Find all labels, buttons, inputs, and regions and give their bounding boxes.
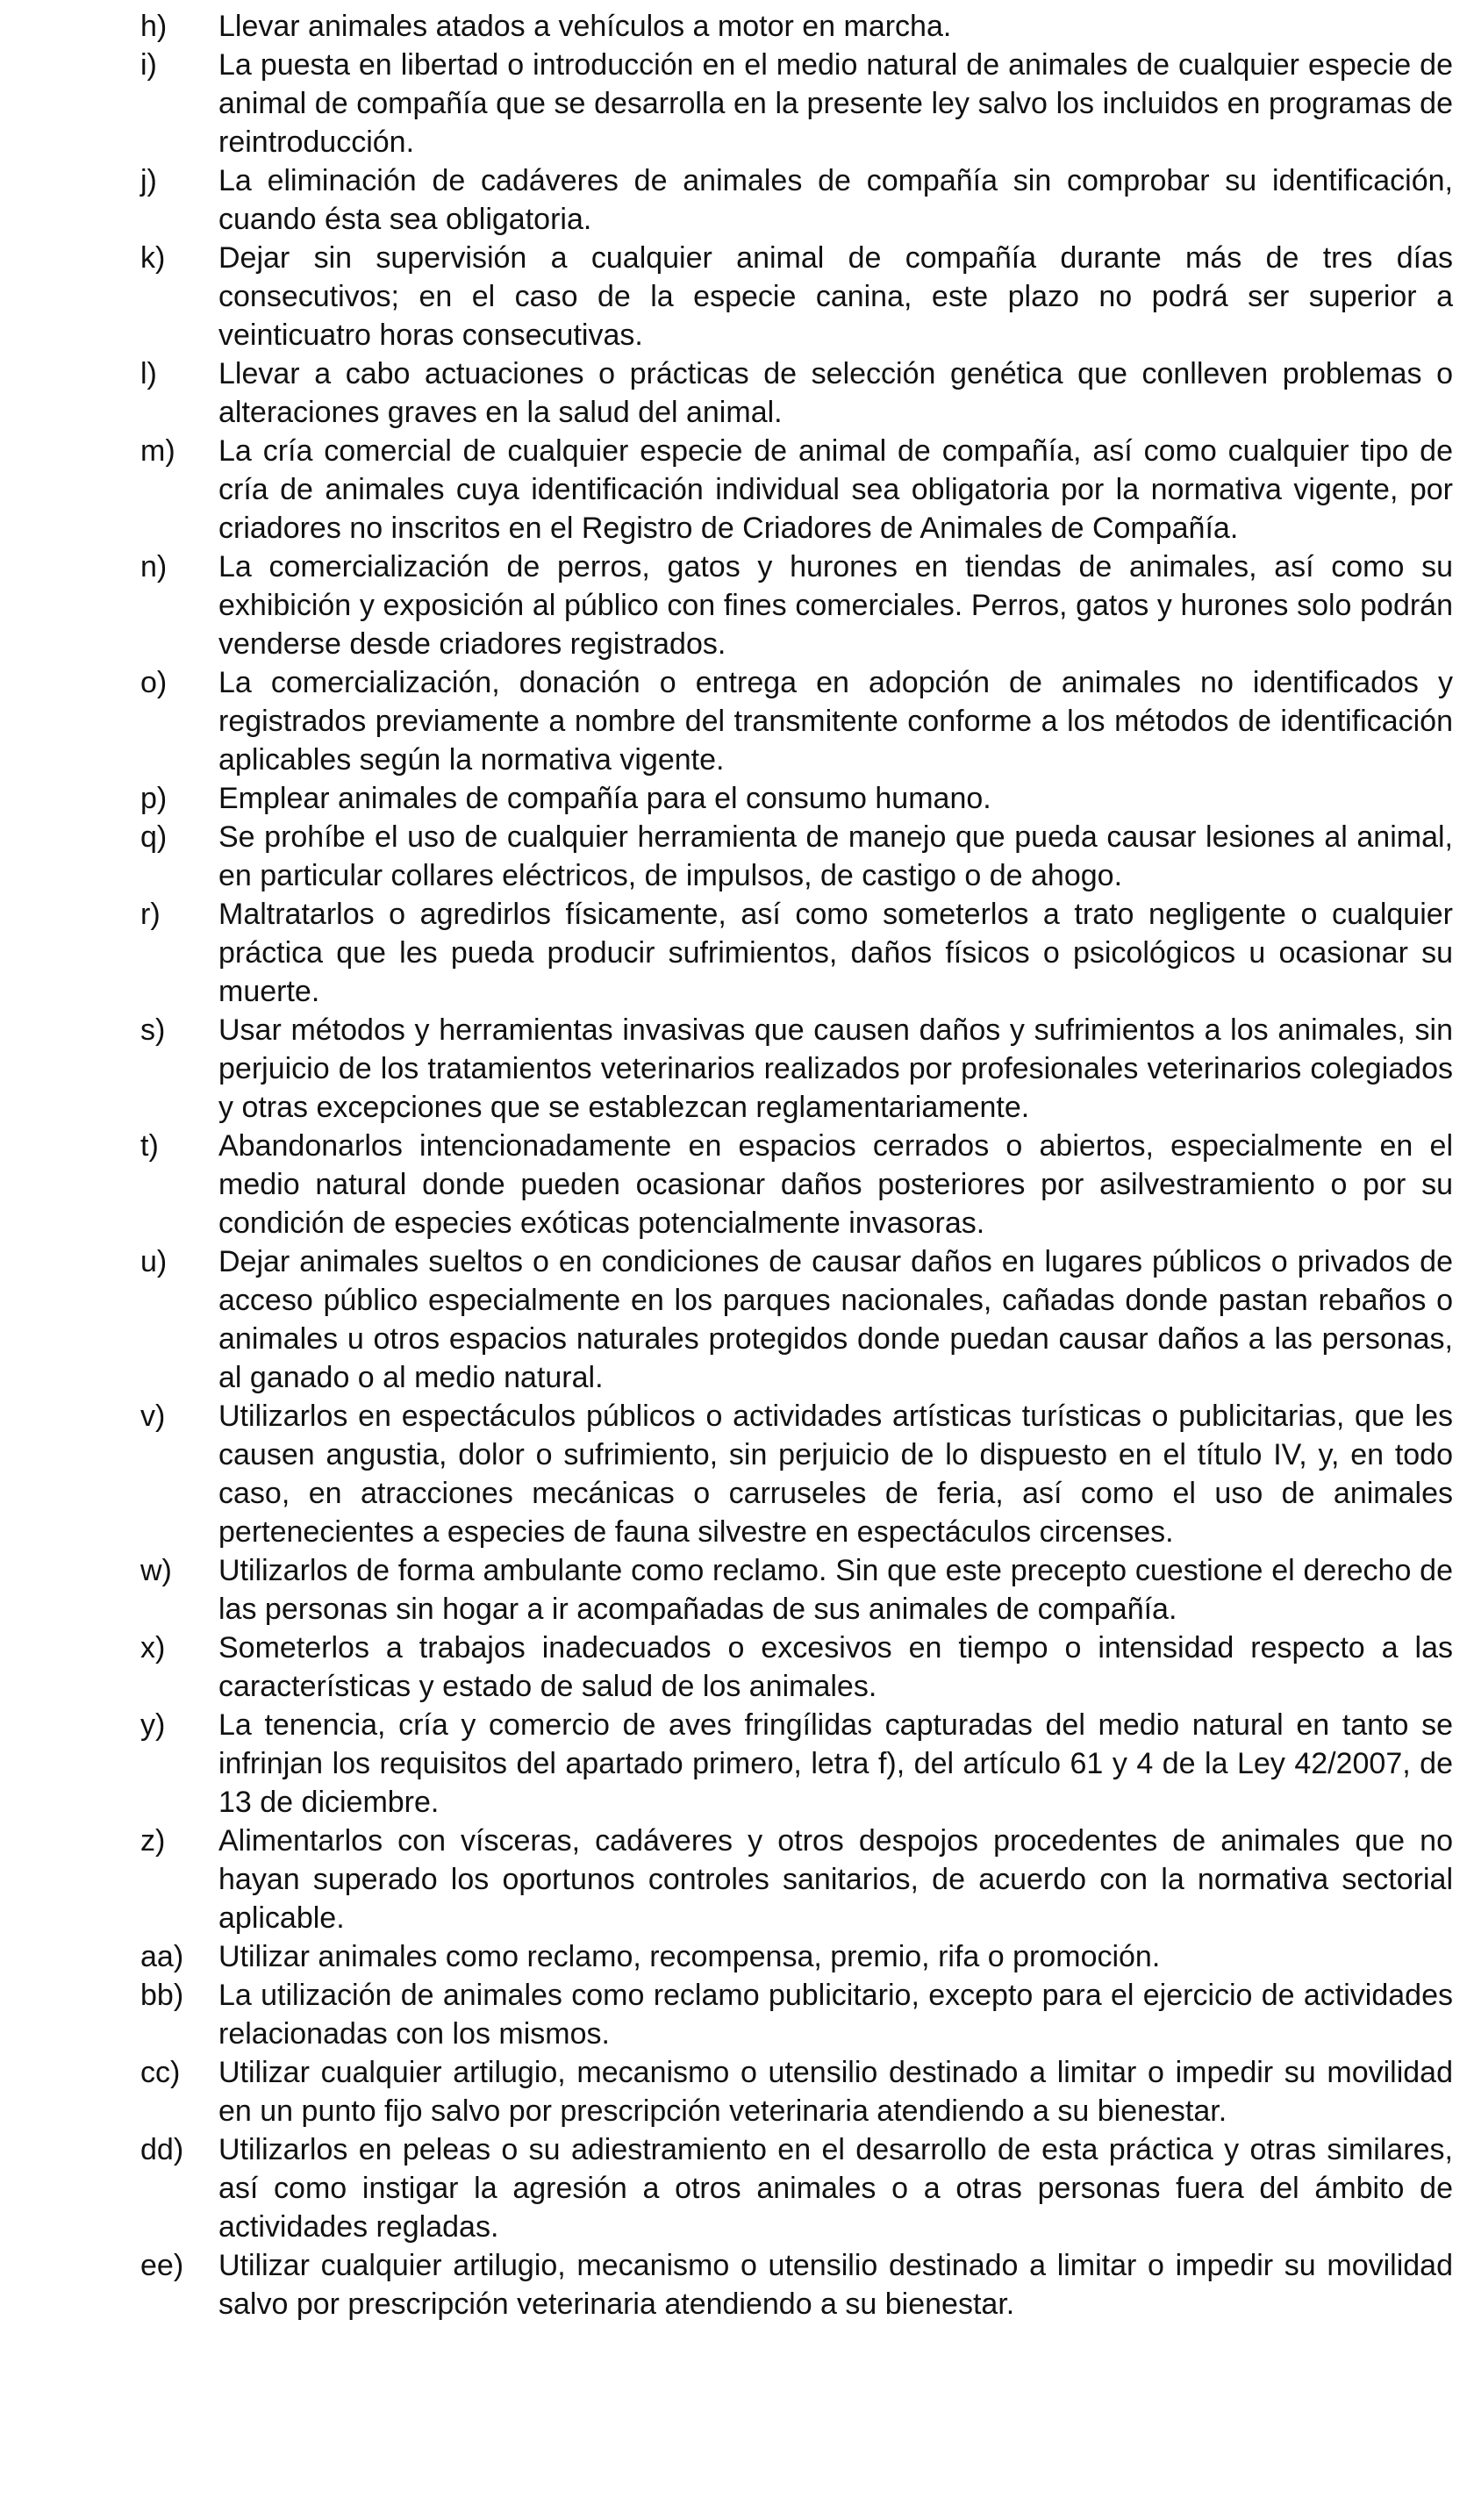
- item-text: La puesta en libertad o introducción en el medio natural de animales de cualquier especie de animal de compañía que se desarrolla en la presente ley salvo los incluidos en programas de reintroducción.: [218, 48, 1453, 159]
- item-text: Emplear animales de compañía para el consumo humano.: [218, 782, 991, 815]
- item-label: aa): [140, 1940, 184, 1973]
- item-label: p): [140, 782, 168, 815]
- list-item-l: [140, 354, 1453, 432]
- item-label: l): [140, 357, 157, 390]
- list-item-z: [140, 1822, 1453, 1937]
- item-text: Someterlos a trabajos inadecuados o excesivos en tiempo o intensidad respecto a las características y estado de salud de los animales.: [218, 1631, 1453, 1703]
- list-item-x: [140, 1629, 1453, 1706]
- item-text: Utilizarlos de forma ambulante como reclamo. Sin que este precepto cuestione el derecho de las personas sin hogar a ir acompañadas de sus animales de compañía.: [218, 1554, 1453, 1626]
- item-text: La cría comercial de cualquier especie de animal de compañía, así como cualquier tipo de cría de animales cuya identificación individual sea obligatoria por la normativa vigente, por criadores no inscritos en el Registro de Criadores de Animales de Compañía.: [218, 434, 1453, 545]
- list-item-y: [140, 1706, 1453, 1822]
- list-item-k: [140, 239, 1453, 354]
- list-item-i: [140, 46, 1453, 161]
- list-item-w: [140, 1551, 1453, 1629]
- document-body: [140, 7, 1453, 2323]
- list-item-dd: [140, 2130, 1453, 2246]
- item-text: Llevar animales atados a vehículos a motor en marcha.: [218, 10, 952, 43]
- list-item-h: [140, 7, 1453, 46]
- list-item-n: [140, 548, 1453, 663]
- item-label: s): [140, 1013, 166, 1047]
- item-label: j): [140, 164, 157, 197]
- list-item-p: [140, 779, 1453, 818]
- list-item-aa: [140, 1937, 1453, 1976]
- item-text: La utilización de animales como reclamo publicitario, excepto para el ejercicio de actividades relacionadas con los mismos.: [218, 1979, 1453, 2051]
- item-text: Abandonarlos intencionadamente en espacios cerrados o abiertos, especialmente en el medio natural donde pueden ocasionar daños posteriores por asilvestramiento o por su condición de especies exóticas potencialmente invasoras.: [218, 1129, 1453, 1240]
- item-text: Alimentarlos con vísceras, cadáveres y otros despojos procedentes de animales que no hayan superado los oportunos controles sanitarios, de acuerdo con la normativa sectorial aplicable.: [218, 1824, 1453, 1935]
- item-label: m): [140, 434, 175, 468]
- item-label: i): [140, 48, 157, 82]
- item-text: La comercialización, donación o entrega en adopción de animales no identificados y registrados previamente a nombre del transmitente conforme a los métodos de identificación aplicables según la normativa vigente.: [218, 666, 1453, 777]
- item-label: u): [140, 1245, 168, 1278]
- item-text: La comercialización de perros, gatos y hurones en tiendas de animales, así como su exhibición y exposición al público con fines comerciales. Perros, gatos y hurones solo podrán venderse desde criadores registrados.: [218, 550, 1453, 661]
- item-label: x): [140, 1631, 166, 1664]
- item-label: v): [140, 1400, 166, 1433]
- list-item-u: [140, 1242, 1453, 1397]
- item-label: k): [140, 241, 166, 275]
- list-item-t: [140, 1127, 1453, 1242]
- item-label: dd): [140, 2133, 184, 2166]
- item-label: r): [140, 898, 161, 931]
- item-label: w): [140, 1554, 172, 1587]
- item-label: n): [140, 550, 168, 583]
- list-item-m: [140, 432, 1453, 548]
- item-label: o): [140, 666, 168, 699]
- item-text: Utilizar animales como reclamo, recompensa, premio, rifa o promoción.: [218, 1940, 1161, 1973]
- item-label: q): [140, 820, 168, 854]
- list-item-s: [140, 1011, 1453, 1127]
- item-text: La tenencia, cría y comercio de aves fringílidas capturadas del medio natural en tanto se infrinjan los requisitos del apartado primero, letra f), del artículo 61 y 4 de la Ley 42/2007, de 13 de diciembre.: [218, 1708, 1453, 1819]
- item-text: Dejar animales sueltos o en condiciones de causar daños en lugares públicos o privados de acceso público especialmente en los parques nacionales, cañadas donde pastan rebaños o animales u otros espacios naturales protegidos donde puedan causar daños a las personas, al ganado o al medio natural.: [218, 1245, 1453, 1394]
- item-text: Utilizarlos en peleas o su adiestramiento en el desarrollo de esta práctica y otras similares, así como instigar la agresión a otros animales o a otras personas fuera del ámbito de actividades regladas.: [218, 2133, 1453, 2244]
- list-item-bb: [140, 1976, 1453, 2053]
- item-text: Llevar a cabo actuaciones o prácticas de selección genética que conlleven problemas o alteraciones graves en la salud del animal.: [218, 357, 1453, 429]
- item-text: Utilizarlos en espectáculos públicos o actividades artísticas turísticas o publicitarias, que les causen angustia, dolor o sufrimiento, sin perjuicio de lo dispuesto en el título IV, y, en todo caso, en atracciones mecánicas o carruseles de feria, así como el uso de animales pertenecientes a especies de fauna silvestre en espectáculos circenses.: [218, 1400, 1453, 1549]
- item-label: z): [140, 1824, 166, 1858]
- list-item-v: [140, 1397, 1453, 1551]
- item-label: h): [140, 10, 168, 43]
- list-item-q: [140, 818, 1453, 895]
- item-text: Utilizar cualquier artilugio, mecanismo o utensilio destinado a limitar o impedir su movilidad salvo por prescripción veterinaria atendiendo a su bienestar.: [218, 2249, 1453, 2321]
- item-label: ee): [140, 2249, 184, 2282]
- list-item-ee: [140, 2246, 1453, 2323]
- item-text: Utilizar cualquier artilugio, mecanismo o utensilio destinado a limitar o impedir su movilidad en un punto fijo salvo por prescripción veterinaria atendiendo a su bienestar.: [218, 2056, 1453, 2128]
- list-item-o: [140, 663, 1453, 779]
- item-label: cc): [140, 2056, 181, 2089]
- item-text: Maltratarlos o agredirlos físicamente, así como someterlos a trato negligente o cualquier práctica que les pueda producir sufrimientos, daños físicos o psicológicos u ocasionar su muerte.: [218, 898, 1453, 1008]
- item-label: y): [140, 1708, 166, 1742]
- list-item-r: [140, 895, 1453, 1011]
- item-label: bb): [140, 1979, 184, 2012]
- list-item-cc: [140, 2053, 1453, 2130]
- list-item-j: [140, 161, 1453, 239]
- item-text: Usar métodos y herramientas invasivas que causen daños y sufrimientos a los animales, sin perjuicio de los tratamientos veterinarios realizados por profesionales veterinarios colegiados y otras excepciones que se establezcan reglamentariamente.: [218, 1013, 1453, 1124]
- item-text: La eliminación de cadáveres de animales de compañía sin comprobar su identificación, cuando ésta sea obligatoria.: [218, 164, 1453, 236]
- item-text: Dejar sin supervisión a cualquier animal de compañía durante más de tres días consecutivos; en el caso de la especie canina, este plazo no podrá ser superior a veinticuatro horas consecutivas.: [218, 241, 1453, 352]
- item-text: Se prohíbe el uso de cualquier herramienta de manejo que pueda causar lesiones al animal, en particular collares eléctricos, de impulsos, de castigo o de ahogo.: [218, 820, 1453, 892]
- item-label: t): [140, 1129, 159, 1163]
